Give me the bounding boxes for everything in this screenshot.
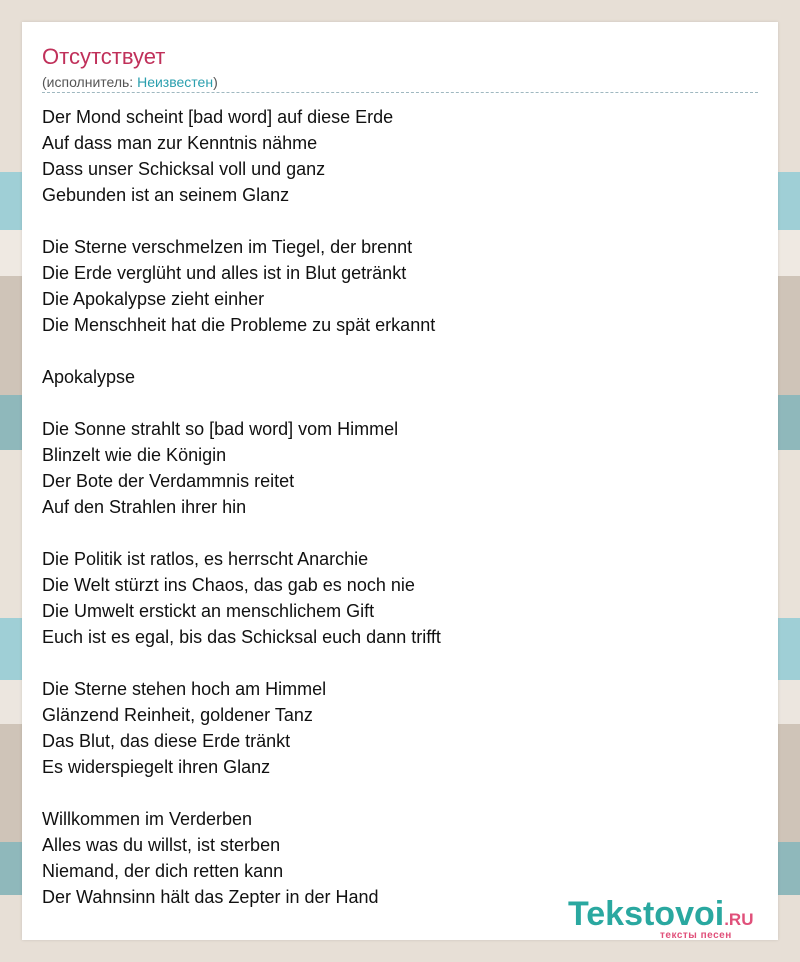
lyric-line: Willkommen im Verderben (42, 809, 253, 829)
lyric-line: Die Sonne strahlt so [bad word] vom Himmel (42, 419, 399, 439)
artist-suffix: ) (213, 74, 218, 90)
stanza-6 (42, 676, 742, 780)
logo-main-text: Tekstovoi (568, 895, 725, 933)
stanza-1 (42, 104, 742, 208)
lyric-line: Blinzelt wie die Königin (42, 445, 227, 465)
lyric-line: Dass unser Schicksal voll und ganz (42, 159, 326, 179)
lyric-line: Der Wahnsinn hält das Zepter in der Hand (42, 887, 379, 907)
lyric-line: Die Apokalypse zieht einher (42, 289, 265, 309)
lyric-line: Die Menschheit hat die Probleme zu spät erkannt (42, 315, 436, 335)
lyric-line: Niemand, der dich retten kann (42, 861, 284, 881)
logo-domain: .RU (724, 910, 754, 929)
lyric-line: Auf den Strahlen ihrer hin (42, 497, 247, 517)
lyric-line: Die Erde verglüht und alles ist in Blut getränkt (42, 263, 407, 283)
lyric-line: Glänzend Reinheit, goldener Tanz (42, 705, 313, 725)
lyrics-card (22, 22, 778, 940)
lyric-line: Die Sterne verschmelzen im Tiegel, der brennt (42, 237, 413, 257)
artist-prefix: (исполнитель: (42, 74, 138, 90)
artist-link[interactable]: Неизвестен (137, 74, 214, 90)
stanza-4 (42, 416, 742, 520)
lyric-line: Die Welt stürzt ins Chaos, das gab es noch nie (42, 575, 415, 595)
lyric-line: Apokalypse (42, 367, 136, 387)
stanza-2 (42, 234, 742, 338)
lyric-line: Gebunden ist an seinem Glanz (42, 185, 290, 205)
lyric-line: Auf dass man zur Kenntnis nähme (42, 133, 318, 153)
lyric-line: Alles was du willst, ist sterben (42, 835, 281, 855)
lyric-line: Die Umwelt erstickt an menschlichem Gift (42, 601, 375, 621)
lyric-line: Euch ist es egal, bis das Schicksal euch dann trifft (42, 627, 441, 647)
lyric-line: Der Bote der Verdammnis reitet (42, 471, 295, 491)
tekstovoi-logo[interactable] (568, 894, 778, 940)
header-divider (42, 92, 758, 93)
lyric-line: Es widerspiegelt ihren Glanz (42, 757, 271, 777)
artist-line (42, 73, 218, 91)
stanza-5 (42, 546, 742, 650)
lyric-line: Die Politik ist ratlos, es herrscht Anarchie (42, 549, 369, 569)
logo-tagline: тексты песен (660, 930, 732, 941)
lyric-line: Der Mond scheint [bad word] auf diese Erde (42, 107, 394, 127)
stanza-3 (42, 364, 742, 390)
song-title: Отсутствует (42, 44, 166, 69)
lyrics-body (42, 104, 742, 936)
lyric-line: Die Sterne stehen hoch am Himmel (42, 679, 327, 699)
lyric-line: Das Blut, das diese Erde tränkt (42, 731, 291, 751)
